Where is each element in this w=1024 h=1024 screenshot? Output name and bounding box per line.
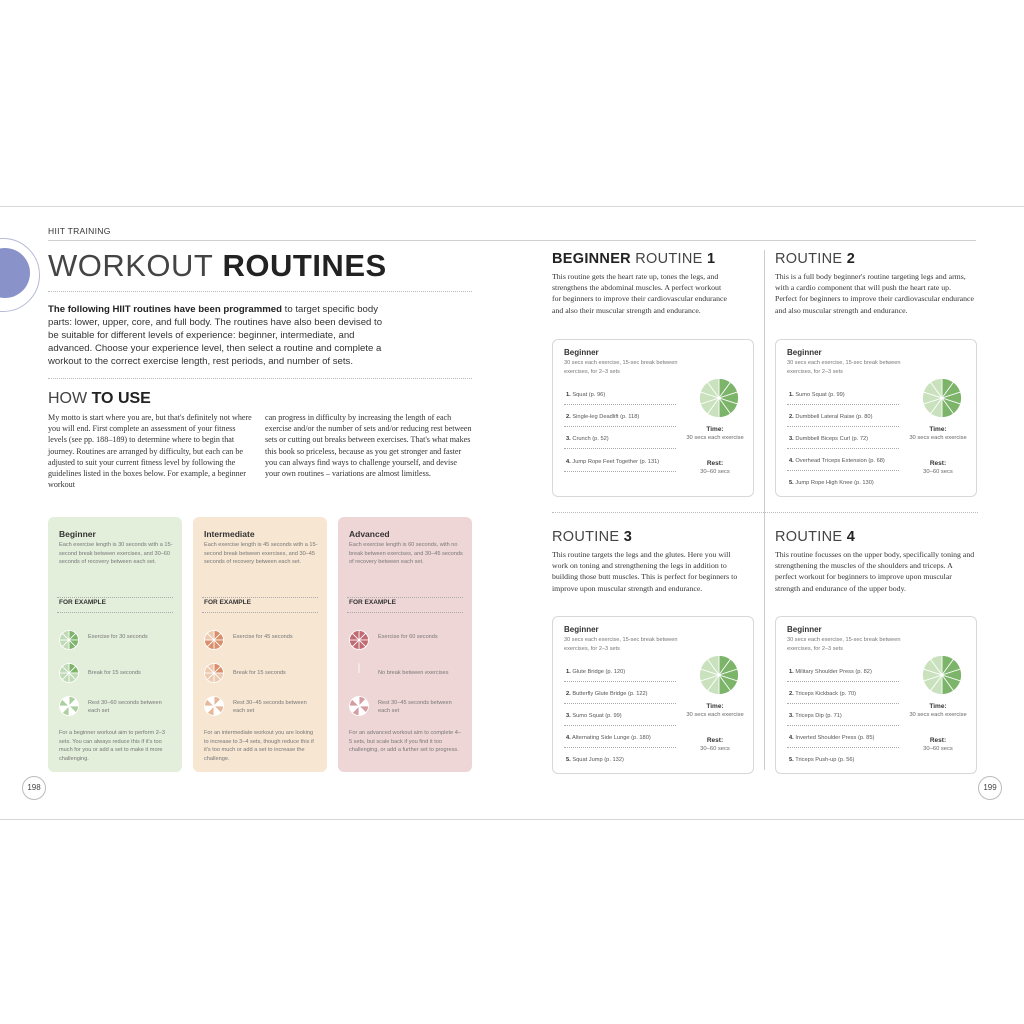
routine-1-card: [552, 339, 754, 497]
time-info: Time: 30 secs each exercise: [686, 703, 744, 718]
routine-3-card: [552, 616, 754, 774]
example-item: Exercise for 45 seconds: [233, 634, 293, 640]
interval-pie-icon: [699, 378, 739, 418]
exercise-pie-icon: [349, 630, 369, 650]
exercise-item: 3. Triceps Dip (p. 71): [787, 709, 899, 726]
exercise-item: 5. Triceps Push-up (p. 56): [789, 757, 855, 763]
exercise-pie-icon: [204, 630, 224, 650]
for-example-label: FOR EXAMPLE: [59, 599, 106, 606]
level-description: Each exercise length is 30 seconds with a 15-second break between exercises, and 30–60 seconds of recovery between each set.: [59, 542, 173, 565]
card-subtitle: 30 secs each exercise, 15-sec break between exercises, for 2–3 sets: [564, 360, 678, 375]
example-item: No break between exercises: [378, 670, 449, 676]
rest-pie-icon: [349, 696, 369, 716]
exercise-item: 2. Triceps Kickback (p. 70): [787, 687, 899, 704]
rest-info: Rest: 30–60 secs: [700, 460, 730, 475]
card-level: Beginner: [564, 625, 599, 634]
page-number-left: 198: [22, 776, 46, 800]
rest-info: Rest: 30–60 secs: [923, 460, 953, 475]
level-description: Each exercise length is 60 seconds, with no break between exercises, and 30–45 seconds of recovery between each set.: [349, 542, 463, 565]
body-column-1: My motto is start where you are, but that's definitely not where you will end. First complete an assessment of your fitness levels (see pp. 188–189) to determine where to begin that journey. Routines are arranged by difficulty, but each can be adjusted to suit your current fitness level by following the guidelines listed in the boxes below. For example, a beginner workout: [48, 413, 252, 490]
exercise-item: 4. Alternating Side Lunge (p. 180): [564, 731, 676, 748]
routine-4-card: [775, 616, 977, 774]
level-box-advanced: [338, 517, 472, 772]
example-item: Rest 30–60 seconds between each set: [88, 700, 162, 714]
level-box-beginner: [48, 517, 182, 772]
level-description: Each exercise length is 45 seconds with a 15-second break between exercises, and 30–45 seconds of recovery between each set.: [204, 542, 318, 565]
time-info: Time: 30 secs each exercise: [909, 426, 967, 441]
card-subtitle: 30 secs each exercise, 15-sec break between exercises, for 2–3 sets: [564, 637, 678, 652]
exercise-item: 2. Butterfly Glute Bridge (p. 122): [564, 687, 676, 704]
exercise-item: 1. Glute Bridge (p. 120): [564, 665, 676, 682]
exercise-item: 5. Squat Jump (p. 132): [566, 757, 624, 763]
routine-3-title: ROUTINE 3: [552, 529, 633, 545]
example-item: Rest 30–45 seconds between each set: [378, 700, 452, 714]
interval-pie-icon: [699, 655, 739, 695]
rest-info: Rest: 30–60 secs: [923, 737, 953, 752]
exercise-item: 1. Sumo Squat (p. 99): [787, 388, 899, 405]
divider: [48, 291, 472, 292]
page-number-right: 199: [978, 776, 1002, 800]
level-box-intermediate: [193, 517, 327, 772]
card-subtitle: 30 secs each exercise, 15-sec break between exercises, for 2–3 sets: [787, 360, 901, 375]
rest-pie-icon: [59, 696, 79, 716]
exercise-item: 3. Crunch (p. 52): [564, 432, 676, 449]
body-column-2: can progress in difficulty by increasing the length of each exercise and/or the number of sets and/or reducing rest between sets or cutting out breaks between exercises. That's what makes this book so priceless, because as you get stronger and faster you can always find ways to challenge yourself, and devise your own routines – variations are almost limitless.: [265, 413, 472, 479]
exercise-item: 1. Squat (p. 96): [564, 388, 676, 405]
divider: [48, 378, 472, 379]
example-item: Break for 15 seconds: [233, 670, 286, 676]
example-item: Exercise for 30 seconds: [88, 634, 148, 640]
exercise-item: 4. Overhead Triceps Extension (p. 68): [787, 454, 899, 471]
vertical-divider: [764, 250, 765, 770]
exercise-item: 5. Jump Rope High Knee (p. 130): [789, 480, 874, 486]
exercise-item: 2. Single-leg Deadlift (p. 118): [564, 410, 676, 427]
level-title: Beginner: [59, 529, 96, 539]
exercise-pie-icon: [59, 630, 79, 650]
exercise-item: 4. Inverted Shoulder Press (p. 85): [787, 731, 899, 748]
routine-2-title: ROUTINE 2: [775, 251, 856, 267]
exercise-item: 3. Dumbbell Biceps Curl (p. 72): [787, 432, 899, 449]
level-footer: For an intermediate workout you are looking to increase to 3–4 sets, though reduce this if it's too much or add a set to increase the challenge.: [204, 730, 314, 762]
level-title: Intermediate: [204, 529, 255, 539]
exercise-item: 2. Dumbbell Lateral Raise (p. 80): [787, 410, 899, 427]
card-level: Beginner: [787, 625, 822, 634]
routine-2-card: [775, 339, 977, 497]
example-item: Exercise for 60 seconds: [378, 634, 438, 640]
exercise-item: 3. Sumo Squat (p. 99): [564, 709, 676, 726]
card-subtitle: 30 secs each exercise, 15-sec break between exercises, for 2–3 sets: [787, 637, 901, 652]
routine-2-description: This is a full body beginner's routine targeting legs and arms, with a cardio component that will push the heart rate up. Perfect for beginners to improve their cardiovascular endurance and also muscular strength and endurance.: [775, 272, 974, 315]
routine-3-description: This routine targets the legs and the glutes. Here you will work on toning and strengthening the legs in addition to building those butt muscles. This is perfect for beginners to improve upon muscular strength and endurance.: [552, 550, 738, 593]
rest-pie-icon: [204, 696, 224, 716]
break-pie-icon: [59, 663, 79, 683]
routine-1-description: This routine gets the heart rate up, tones the legs, and strengthens the abdominal muscles. A perfect workout for beginners to improve their cardiovascular endurance and also their muscular strength and endurance.: [552, 272, 727, 315]
card-level: Beginner: [787, 348, 822, 357]
horizontal-divider: [552, 512, 978, 513]
card-level: Beginner: [564, 348, 599, 357]
level-footer: For a beginner workout aim to perform 2–3 sets. You can always reduce this if it's too much for you or add a set to make it more challenging.: [59, 730, 166, 762]
exercise-item: 4. Jump Rope Feet Together (p. 131): [564, 455, 676, 472]
example-item: Break for 15 seconds: [88, 670, 141, 676]
interval-pie-icon: [922, 378, 962, 418]
interval-pie-icon: [922, 655, 962, 695]
intro-paragraph: The following HIIT routines have been programmed to target specific body parts: lower, upper, core, and full body. The routines have also been devised to be suitable for different levels of experience: beginner, intermediate, and advanced. Choose your experience level, then select a routine and complete a workout to the correct exercise length, rest periods, and number of sets.: [48, 304, 383, 367]
exercise-item: 1. Military Shoulder Press (p. 82): [787, 665, 899, 682]
rest-info: Rest: 30–60 secs: [700, 737, 730, 752]
page-title: WORKOUT ROUTINES: [48, 248, 387, 283]
routine-4-description: This routine focusses on the upper body, specifically toning and strengthening the muscles of the shoulders and triceps. A perfect workout for beginners to improve upon muscular strength and endurance of the upper body.: [775, 550, 975, 593]
break-pie-icon: [349, 663, 369, 683]
time-info: Time: 30 secs each exercise: [909, 703, 967, 718]
for-example-label: FOR EXAMPLE: [349, 599, 396, 606]
section-rule: [48, 240, 976, 241]
break-pie-icon: [204, 663, 224, 683]
for-example-label: FOR EXAMPLE: [204, 599, 251, 606]
time-info: Time: 30 secs each exercise: [686, 426, 744, 441]
how-to-use-heading: HOW TO USE: [48, 390, 151, 407]
section-label: HIIT TRAINING: [48, 226, 111, 236]
routine-4-title: ROUTINE 4: [775, 529, 856, 545]
example-item: Rest 30–45 seconds between each set: [233, 700, 307, 714]
level-title: Advanced: [349, 529, 390, 539]
routine-1-title: BEGINNER ROUTINE 1: [552, 251, 716, 267]
level-footer: For an advanced workout aim to complete 4–5 sets, but scale back if you find it too challenging, or add a further set to progress.: [349, 730, 461, 753]
